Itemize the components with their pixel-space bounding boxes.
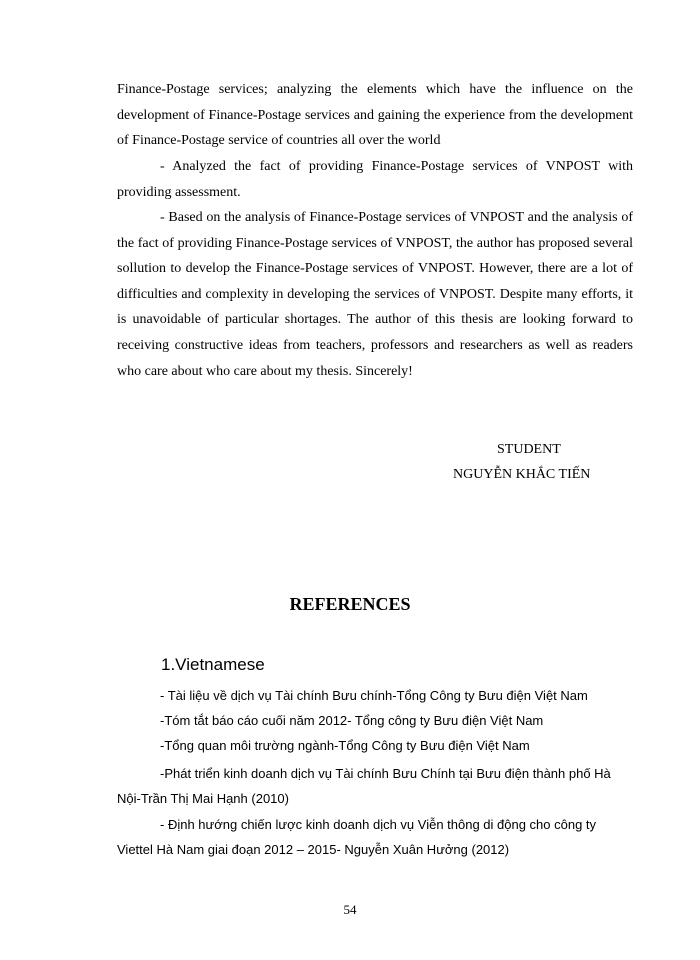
reference-item: -Tóm tắt báo cáo cuối năm 2012- Tổng công ty Bưu điện Việt Nam	[160, 713, 544, 728]
references-heading: REFERENCES	[289, 594, 411, 614]
reference-item: - Định hướng chiến lược kinh doanh dịch vụ Viễn thông di động cho công ty Viettel Hà Nam giai đoạn 2012 – 2015- Nguyễn Xuân Hưởng (2012)	[117, 817, 597, 857]
body-paragraph-1: Finance-Postage services; analyzing the elements which have the influence on the development of Finance-Postage services and gaining the experience from the development of Finance-Postage service of countries all over the world	[117, 82, 633, 149]
page-number: 54	[343, 902, 357, 917]
signature-name: NGUYỄN KHẮC TIẾN	[453, 467, 591, 482]
references-section-title: 1.Vietnamese	[161, 655, 265, 674]
reference-item: -Phát triển kinh doanh dịch vụ Tài chính Bưu Chính tại Bưu điện thành phố Hà Nội-Trần Thị Mai Hạnh (2010)	[117, 766, 611, 806]
reference-item: -Tổng quan môi trường ngành-Tổng Công ty Bưu điện Việt Nam	[160, 738, 530, 753]
reference-item: - Tài liệu về dịch vụ Tài chính Bưu chính-Tổng Công ty Bưu điện Việt Nam	[160, 688, 588, 703]
body-paragraph-2: - Analyzed the fact of providing Finance-Postage services of VNPOST with providing assessment.	[117, 159, 633, 200]
signature-role: STUDENT	[497, 442, 561, 457]
body-paragraph-3: - Based on the analysis of Finance-Postage services of VNPOST and the analysis of the fact of providing Finance-Postage services of VNPOST, the author has proposed several sollution to develop the Finance-Postage services of VNPOST. However, there are a lot of difficulties and complexity in developing the services of VNPOST. Despite many efforts, it is unavoidable of particular shortages. The author of this thesis are looking forward to receiving constructive ideas from teachers, professors and researchers as well as readers who care about who care about my thesis. Sincerely!	[117, 210, 633, 379]
